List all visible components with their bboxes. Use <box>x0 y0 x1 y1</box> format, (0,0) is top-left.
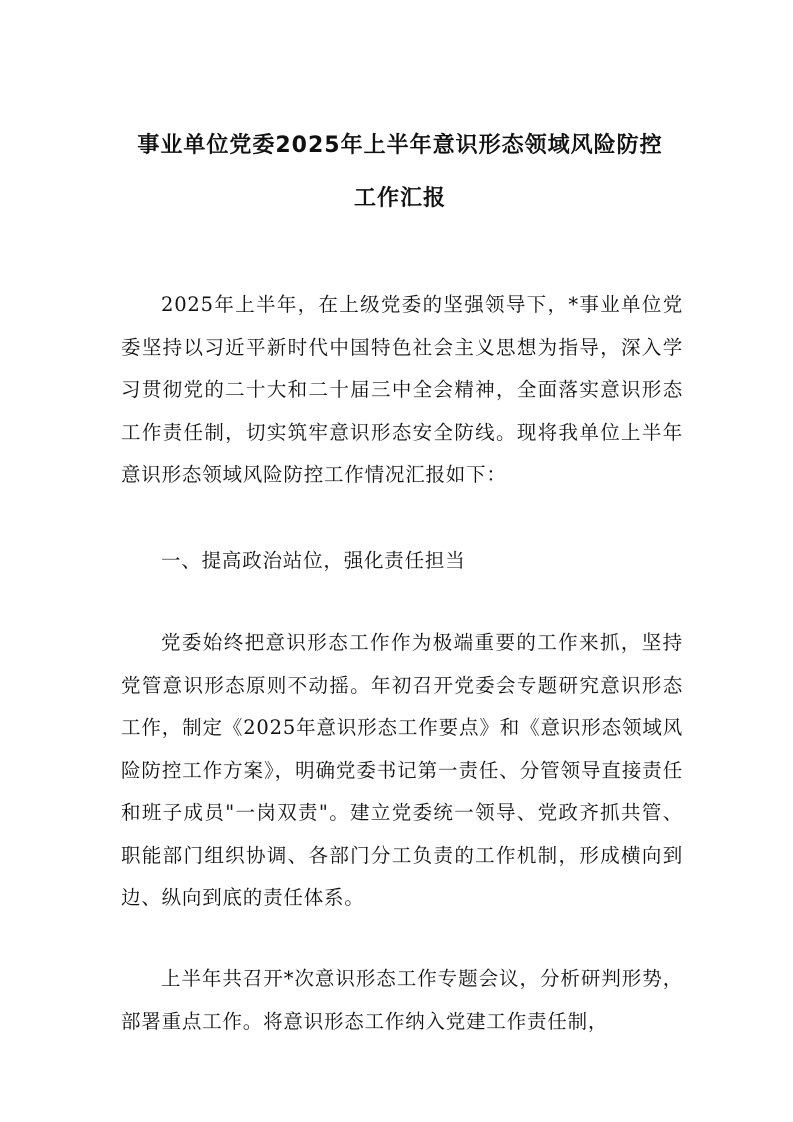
document-title-line-1: 事业单位党委2025年上半年意识形态领域风险防控 <box>137 133 663 158</box>
body-paragraph-2: 上半年共召开*次意识形态工作专题会议，分析研判形势，部署重点工作。将意识形态工作纳入党建工作责任制， <box>121 967 683 1033</box>
section-heading-1: 一、提高政治站位，强化责任担当 <box>161 549 466 572</box>
body-paragraph-1: 党委始终把意识形态工作作为极端重要的工作来抓，坚持党管意识形态原则不动摇。年初召开党委会专题研究意识形态工作，制定《2025年意识形态工作要点》和《意识形态领域风险防控工作方案》，明确党委书记第一责任、分管领导直接责任和班子成员"一岗双责"。建立党委统一领导、党政齐抓共管、职能部门组织协调、各部门分工负责的工作机制，形成横向到边、纵向到底的责任体系。 <box>121 631 683 909</box>
document-title-line-2: 工作汇报 <box>353 186 446 211</box>
intro-paragraph: 2025年上半年，在上级党委的坚强领导下，*事业单位党委坚持以习近平新时代中国特色社会主义思想为指导，深入学习贯彻党的二十大和二十届三中全会精神，全面落实意识形态工作责任制，切实筑牢意识形态安全防线。现将我单位上半年意识形态领域风险防控工作情况汇报如下： <box>121 293 683 486</box>
